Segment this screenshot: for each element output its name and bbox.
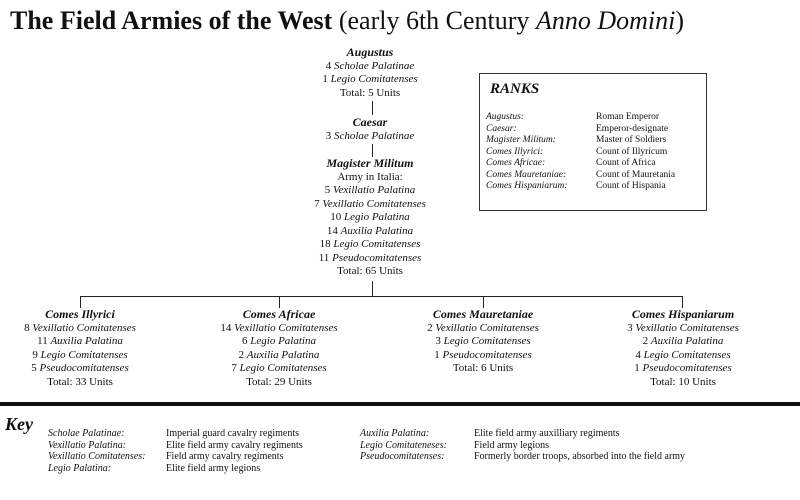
node-magister-militum: [250, 157, 490, 279]
rank-row: Caesar: Emperor-designate: [486, 123, 669, 134]
unit-line: 6 Legio Palatina: [242, 335, 316, 347]
unit-line: 3 Scholae Palatinae: [325, 129, 415, 142]
unit-line: 5 Vexillatio Palatina: [324, 184, 416, 196]
rank-row: Comes Illyrici: Count of Illyricum: [486, 146, 668, 157]
unit-line: 2 Vexillatio Comitatenses: [427, 321, 539, 334]
rank-row: Augustus: Roman Emperor: [486, 112, 660, 122]
node-augustus: [270, 46, 470, 100]
title-italic: Anno Domini: [535, 6, 676, 35]
node-title: Comes Illyrici: [45, 307, 115, 321]
unit-line: 14 Auxilia Palatina: [326, 224, 414, 237]
unit-line: 3 Legio Comitatenses: [435, 335, 531, 347]
unit-subtitle: Army in Italia:: [337, 170, 403, 183]
unit-line: 1 Pseudocomitatenses: [634, 362, 732, 374]
node-title: Comes Africae: [242, 307, 316, 321]
key-row: Pseudocomitatenses: Formerly border troops, absorbed into the field army: [360, 451, 686, 463]
connector-line: [372, 281, 373, 296]
page-title: [10, 6, 684, 36]
unit-line: 1 Legio Comitatenses: [322, 73, 418, 85]
unit-line: 4 Scholae Palatinae: [325, 59, 415, 72]
node-title: Comes Mauretaniae: [432, 307, 534, 321]
unit-line: 11 Pseudocomitatenses: [318, 251, 422, 264]
unit-line: 18 Legio Comitatenses: [319, 238, 421, 250]
title-rest: (early 6th Century: [332, 6, 536, 35]
rank-row: Comes Mauretaniae: Count of Mauretania: [486, 169, 676, 180]
node-comes-illyrici: [5, 308, 155, 389]
key-row: Scholae Palatinae: Imperial guard cavalry regiments: [48, 428, 299, 439]
unit-line: 10 Legio Palatina: [330, 211, 410, 223]
rank-row: Comes Hispaniarum: Count of Hispania: [486, 181, 666, 191]
rank-row: Comes Africae: Count of Africa: [486, 158, 656, 168]
section-divider: [0, 402, 800, 406]
title-close: ): [675, 6, 684, 35]
node-comes-africae: [202, 308, 356, 389]
unit-total: Total: 10 Units: [650, 375, 716, 388]
key-row: Legio Palatina: Elite field army legions: [48, 462, 261, 474]
unit-total: Total: 29 Units: [246, 375, 312, 388]
unit-line: 2 Auxilia Palatina: [642, 335, 724, 347]
unit-line: 2 Auxilia Palatina: [238, 348, 320, 361]
unit-total: Total: 6 Units: [452, 362, 514, 374]
unit-line: 8 Vexillatio Comitatenses: [24, 321, 136, 334]
node-comes-hispaniarum: [606, 308, 760, 389]
key-row: Vexillatio Palatina: Elite field army cavalry regiments: [48, 439, 303, 451]
unit-line: 7 Legio Comitatenses: [231, 362, 327, 374]
unit-line: 14 Vexillatio Comitatenses: [220, 321, 338, 334]
node-title: Augustus: [346, 45, 394, 59]
ranks-title: RANKS: [490, 81, 540, 97]
key-title: Key: [5, 414, 33, 434]
unit-line: 11 Auxilia Palatina: [37, 335, 123, 347]
key-row: Auxilia Palatina: Elite field army auxilliary regiments: [360, 428, 620, 439]
unit-total: Total: 33 Units: [47, 375, 113, 388]
key-row: Legio Comitateneses: Field army legions: [360, 439, 549, 451]
node-caesar: [270, 116, 470, 143]
unit-total: Total: 65 Units: [337, 265, 403, 277]
node-title: Caesar: [352, 115, 388, 129]
unit-line: 1 Pseudocomitatenses: [434, 348, 532, 361]
unit-line: 5 Pseudocomitatenses: [31, 362, 129, 374]
node-title: Comes Hispaniarum: [631, 307, 735, 321]
connector-line: [372, 101, 373, 115]
unit-line: 7 Vexillatio Comitatenses: [314, 197, 426, 210]
ranks-box: [479, 73, 707, 211]
unit-line: 3 Vexillatio Comitatenses: [627, 321, 739, 334]
rank-row: Magister Militum: Master of Soldiers: [486, 135, 667, 145]
key-row: Vexillatio Comitatenses: Field army cavalry regiments: [48, 451, 284, 463]
node-comes-mauretaniae: [408, 308, 558, 376]
unit-line: 9 Legio Comitatenses: [32, 348, 128, 361]
connector-bar: [80, 296, 683, 297]
unit-line: 4 Legio Comitatenses: [635, 348, 731, 361]
unit-total: Total: 5 Units: [339, 86, 401, 99]
title-bold: The Field Armies of the West: [10, 6, 333, 35]
node-title: Magister Militum: [326, 156, 414, 170]
